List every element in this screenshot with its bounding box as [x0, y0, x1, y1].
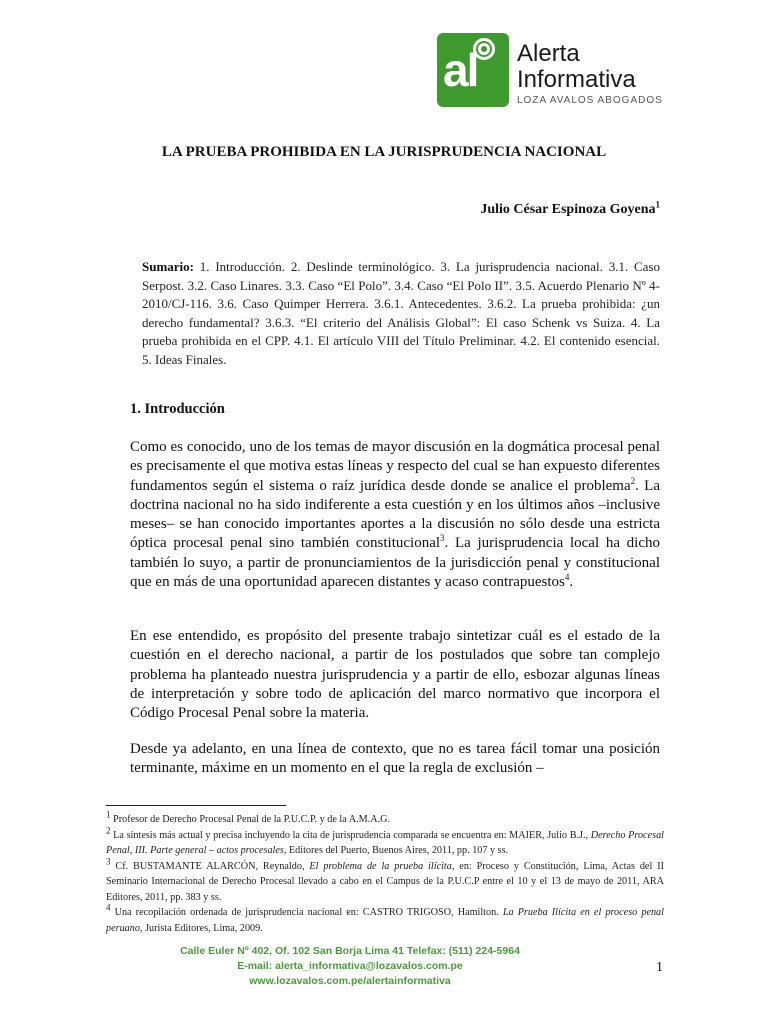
footnote-ref-3[interactable]: 3 [440, 533, 445, 544]
footer-email-link[interactable]: E-mail: alerta_informativa@lozavalos.com.pe [237, 960, 463, 972]
footnote-3: $^3$ Cf. BUSTAMANTE ALARCÓN, Reynaldo, El problema de la prueba ilícita, en: Proceso y Constitución, Lima, Actas del II Seminario Internacional de Derecho Procesal llevado a cabo en el Campus de la P.U.C.P entre el 10 y el 13 de mayo de 2011, ARA Editores, 2011, pp. 383 y ss. [106, 856, 664, 903]
page-number: 1 [656, 960, 663, 975]
footnote-ref-1[interactable]: 1 [655, 199, 660, 210]
summary-text: 1. Introducción. 2. Deslinde terminológico. 3. La jurisprudencia nacional. 3.1. Caso Serpost. 3.2. Caso Linares. 3.3. Caso “El Polo”. 3.4. Caso “El Polo II”. 3.5. Acuerdo Plenario Nº 4-2010/CJ-116. 3.6. Caso Quimper Herrera. 3.6.1. Antecedentes. 3.6.2. La prueba prohibida: ¿un derecho fundamental? 3.6.3. “El criterio del Análisis Global”: El caso Schenk vs Suiza. 4. La prueba prohibida en el CPP. 4.1. El artículo VIII del Título Preliminar. 4.2. El contenido esencial. 5. Ideas Finales. [142, 259, 660, 367]
document-title: LA PRUEBA PROHIBIDA EN LA JURISPRUDENCIA NACIONAL [161, 144, 607, 160]
footnote-2: $^2$ La síntesis más actual y precisa incluyendo la cita de jurisprudencia comparada se encuentra en: MAIER, Julio B.J., Derecho Procesal Penal, III. Parte general – actos procesales, Editores del Puerto, Buenos Aires, 2011, pp. 107 y ss. [106, 825, 664, 856]
author-line [480, 199, 660, 218]
paragraph-2: En ese entendido, es propósito del presente trabajo sintetizar cuál es el estado de la cuestión en el derecho nacional, a partir de los postulados que sobre tan complejo problema ha planteado nuestra jurisprudencia y a partir de ello, esbozar algunas líneas de interpretación y sobre todo de aplicación del marco normativo que incorpora el Código Procesal Penal sobre la materia. [130, 628, 660, 722]
paragraph-1: Como es conocido, uno de los temas de mayor discusión en la dogmática procesal penal es precisamente el que motiva estas líneas y respecto del cual se han expuesto diferentes fundamentos según el sistema o raíz jurídica desde donde se analice el problema$^2$. La doctrina nacional no ha sido indiferente a esta cuestión y en los últimos años –inclusive meses– se han conocido importantes aportes a la discusión no sólo desde una estricta óptica procesal penal sino también constitucional$^3$. La jurisprudencia local ha dicho también lo suyo, a partir de pronunciamientos de la jurisdicción penal y constitucional que en más de una oportunidad aparecen distantes y acaso contrapuestos$^4$. [130, 439, 660, 591]
paragraph-3: Desde ya adelanto, en una línea de contexto, que no es tarea fácil tomar una posición terminante, máxime en un momento en el que la regla de exclusión – [130, 741, 660, 777]
logo-mark: al [443, 44, 478, 96]
footnote-ref-4[interactable]: 4 [564, 572, 570, 583]
author-name: Julio César Espinoza Goyena [480, 202, 656, 217]
logo-badge-icon [437, 33, 509, 107]
footnote-ref-2[interactable]: 2 [630, 475, 636, 486]
page-footer [120, 944, 580, 989]
footnote-divider [106, 805, 286, 806]
summary-label: Sumario: [142, 259, 194, 274]
logo-subtitle: LOZA AVALOS ABOGADOS [517, 95, 663, 106]
footer-website-link[interactable]: www.lozavalos.com.pe/alertainformativa [249, 975, 451, 987]
summary-block [142, 258, 660, 369]
section-heading: 1. Introducción [130, 401, 225, 417]
logo-name-line1: Alerta [517, 40, 580, 67]
footer-address: Calle Euler Nº 402, Of. 102 San Borja Lima 41 Telefax: (511) 224-5964 [180, 945, 520, 957]
footnote-4: $^4$ Una recopilación ordenada de jurisprudencia nacional en: CASTRO TRIGOSO, Hamilton. La Prueba Ilícita en el proceso penal peruano, Jurista Editores, Lima, 2009. [106, 902, 664, 934]
footnotes [106, 809, 664, 936]
logo-name-line2: Informativa [517, 66, 636, 93]
brand-logo [437, 33, 667, 109]
footnote-1: $^1$ Profesor de Derecho Procesal Penal de la P.U.C.P. y de la A.M.A.G. [106, 809, 391, 825]
